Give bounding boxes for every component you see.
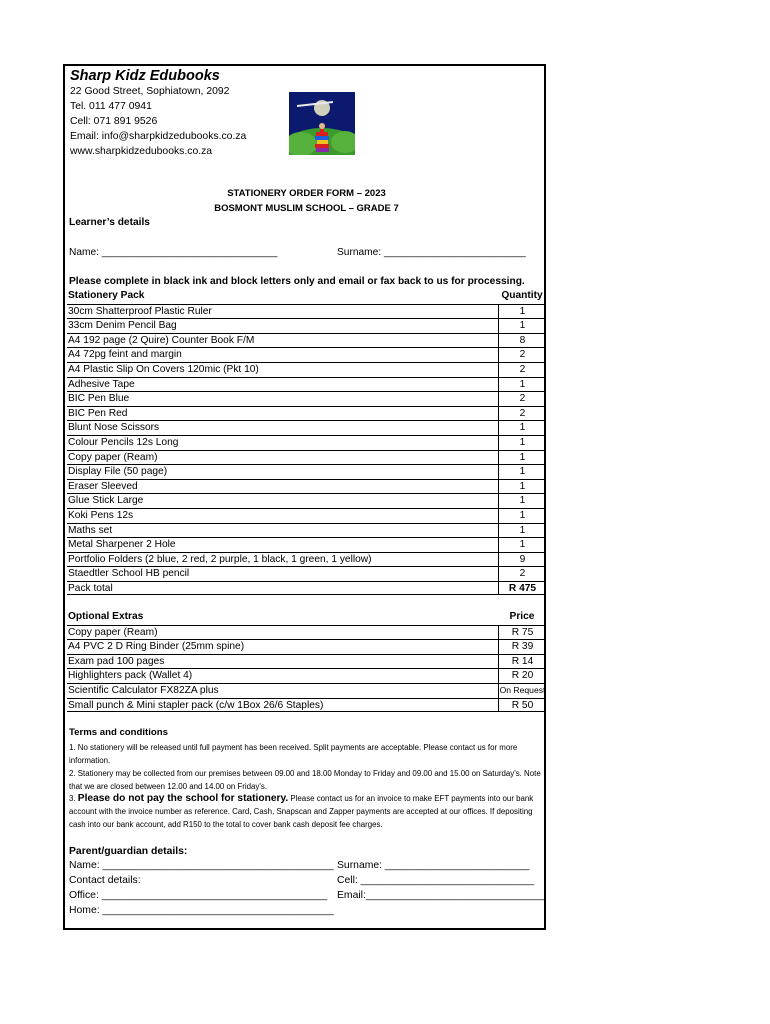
terms-item-3-number: 3. [69, 794, 76, 803]
company-cell: Cell: 071 891 9526 [70, 116, 158, 127]
company-website: www.sharpkidzedubooks.co.za [70, 146, 213, 157]
item-name: Display File (50 page) [68, 466, 168, 478]
item-name: Staedtler School HB pencil [68, 568, 190, 580]
table-row [67, 537, 546, 552]
terms-item-3 [69, 792, 543, 831]
item-quantity: 1 [498, 509, 546, 523]
item-name: A4 Plastic Slip On Covers 120mic (Pkt 10) [68, 363, 259, 375]
item-quantity: 1 [498, 480, 546, 494]
parent-heading: Parent/guardian details: [69, 846, 188, 857]
item-quantity: 1 [498, 319, 546, 333]
table-row [67, 493, 546, 508]
table-row [67, 683, 546, 698]
pack-total-value: R 475 [498, 582, 546, 595]
table-row [67, 566, 546, 581]
table-row [67, 435, 546, 450]
extra-item-name: Scientific Calculator FX82ZA plus [68, 684, 219, 696]
item-name: Adhesive Tape [68, 378, 135, 390]
extra-item-name: Exam pad 100 pages [68, 655, 165, 667]
table-row [67, 377, 546, 392]
item-quantity: 1 [498, 465, 546, 479]
item-name: Koki Pens 12s [68, 509, 134, 521]
table-row [67, 347, 546, 362]
parent-office-field[interactable]: Office: _______________________________________ [69, 890, 328, 901]
item-quantity: 2 [498, 348, 546, 362]
table-row [67, 523, 546, 538]
item-name: Maths set [68, 524, 113, 536]
item-quantity: 2 [498, 363, 546, 377]
item-quantity: 9 [498, 553, 546, 567]
table-row [67, 668, 546, 683]
table-row [67, 450, 546, 465]
extra-item-name: Copy paper (Ream) [68, 626, 158, 638]
table-row [67, 391, 546, 406]
extras-header-price: Price [509, 611, 535, 622]
extra-item-price: R 14 [498, 655, 546, 669]
terms-item-3-text: Please contact us for an invoice to make EFT payments into our bank account with the invoice number as reference. Card, Cash, Snapscan and Zapper payments are accepted at our offices. If depositing cash into our bank account, add R150 to the total to cover bank cash deposit fee charges. [69, 794, 534, 829]
item-quantity: 1 [498, 538, 546, 552]
table-row [67, 508, 546, 523]
parent-cell-field[interactable]: Cell: ______________________________ [337, 875, 535, 886]
terms-item-3-bold: Please do not pay the school for stationery. [77, 793, 289, 804]
table-header-row [67, 289, 546, 304]
item-quantity: 1 [498, 436, 546, 450]
item-name: Blunt Nose Scissors [68, 422, 160, 434]
company-name: Sharp Kidz Edubooks [70, 68, 220, 84]
learner-name-field[interactable]: Name: _______________________________ [69, 247, 278, 258]
table-row [67, 318, 546, 333]
form-subtitle: BOSMONT MUSLIM SCHOOL – GRADE 7 [214, 203, 399, 214]
company-address: 22 Good Street, Sophiatown, 2092 [70, 86, 230, 97]
pack-total-row [67, 581, 546, 596]
item-quantity: 2 [498, 407, 546, 421]
company-logo [289, 92, 355, 155]
extra-item-price: R 50 [498, 699, 546, 712]
parent-email-field[interactable]: Email:_______________________________ [337, 890, 546, 901]
item-quantity: 1 [498, 524, 546, 538]
item-name: A4 192 page (2 Quire) Counter Book F/M [68, 334, 255, 346]
item-quantity: 1 [498, 305, 546, 319]
item-name: Copy paper (Ream) [68, 451, 158, 463]
order-form [63, 64, 546, 930]
item-quantity: 2 [498, 567, 546, 581]
item-name: Eraser Sleeved [68, 480, 138, 492]
extra-item-price: R 39 [498, 640, 546, 654]
item-quantity: 8 [498, 334, 546, 348]
table-row [67, 639, 546, 654]
item-quantity: 2 [498, 392, 546, 406]
table-row [67, 552, 546, 567]
table-row [67, 362, 546, 377]
table-row [67, 333, 546, 348]
item-name: A4 72pg feint and margin [68, 349, 182, 361]
parent-surname-field[interactable]: Surname: _________________________ [337, 860, 530, 871]
learner-surname-field[interactable]: Surname: _________________________ [337, 247, 526, 258]
item-quantity: 1 [498, 421, 546, 435]
contact-details-label: Contact details: [69, 875, 141, 886]
terms-item-1: 1. No stationery will be released until full payment has been received. Split payments are acceptable. Please contact us for more information. [69, 743, 518, 765]
extra-item-name: Small punch & Mini stapler pack (c/w 1Box 26/6 Staples) [68, 699, 324, 711]
company-tel: Tel. 011 477 0941 [70, 101, 152, 112]
parent-name-field[interactable]: Name: ________________________________________ [69, 860, 334, 871]
table-row [67, 420, 546, 435]
table-header-row [67, 610, 546, 625]
table-row [67, 479, 546, 494]
item-quantity: 1 [498, 451, 546, 465]
table-row [67, 304, 546, 319]
table-row [67, 654, 546, 669]
pack-header-qty: Quantity [501, 290, 543, 301]
extras-header-item: Optional Extras [68, 611, 144, 622]
item-name: BIC Pen Blue [68, 393, 130, 405]
pack-total-label: Pack total [68, 582, 113, 594]
item-quantity: 1 [498, 378, 546, 392]
table-row [67, 698, 546, 713]
item-name: Portfolio Folders (2 blue, 2 red, 2 purple, 1 black, 1 green, 1 yellow) [68, 553, 372, 565]
terms-item-2: 2. Stationery may be collected from our premises between 09.00 and 18.00 Monday to Friday and 09.00 and 15.00 on Saturday's. Note that we are closed between 12.00 and 14.00 on Friday's. [69, 769, 541, 791]
company-email: Email: info@sharpkidzedubooks.co.za [70, 131, 247, 142]
extra-item-price: R 20 [498, 669, 546, 683]
pack-header-item: Stationery Pack [68, 290, 145, 301]
extra-item-name: Highlighters pack (Wallet 4) [68, 670, 193, 682]
item-quantity: 1 [498, 494, 546, 508]
item-name: 30cm Shatterproof Plastic Ruler [68, 305, 212, 317]
extra-item-name: A4 PVC 2 D Ring Binder (25mm spine) [68, 641, 245, 653]
item-name: Glue Stick Large [68, 495, 144, 507]
item-name: 33cm Denim Pencil Bag [68, 320, 177, 332]
item-name: Metal Sharpener 2 Hole [68, 539, 176, 551]
instruction-text: Please complete in black ink and block letters only and email or fax back to us for processing. [69, 276, 525, 287]
parent-home-field[interactable]: Home: ________________________________________ [69, 905, 334, 916]
form-title: STATIONERY ORDER FORM – 2023 [227, 188, 386, 199]
extra-item-price: R 75 [498, 626, 546, 640]
terms-heading: Terms and conditions [69, 727, 168, 738]
table-row [67, 625, 546, 640]
stationery-pack-table [67, 289, 546, 595]
optional-extras-table [67, 610, 546, 712]
table-row [67, 464, 546, 479]
table-row [67, 406, 546, 421]
item-name: BIC Pen Red [68, 407, 128, 419]
learner-heading: Learner’s details [69, 217, 150, 228]
item-name: Colour Pencils 12s Long [68, 436, 179, 448]
extra-item-price: On Request [498, 684, 546, 698]
